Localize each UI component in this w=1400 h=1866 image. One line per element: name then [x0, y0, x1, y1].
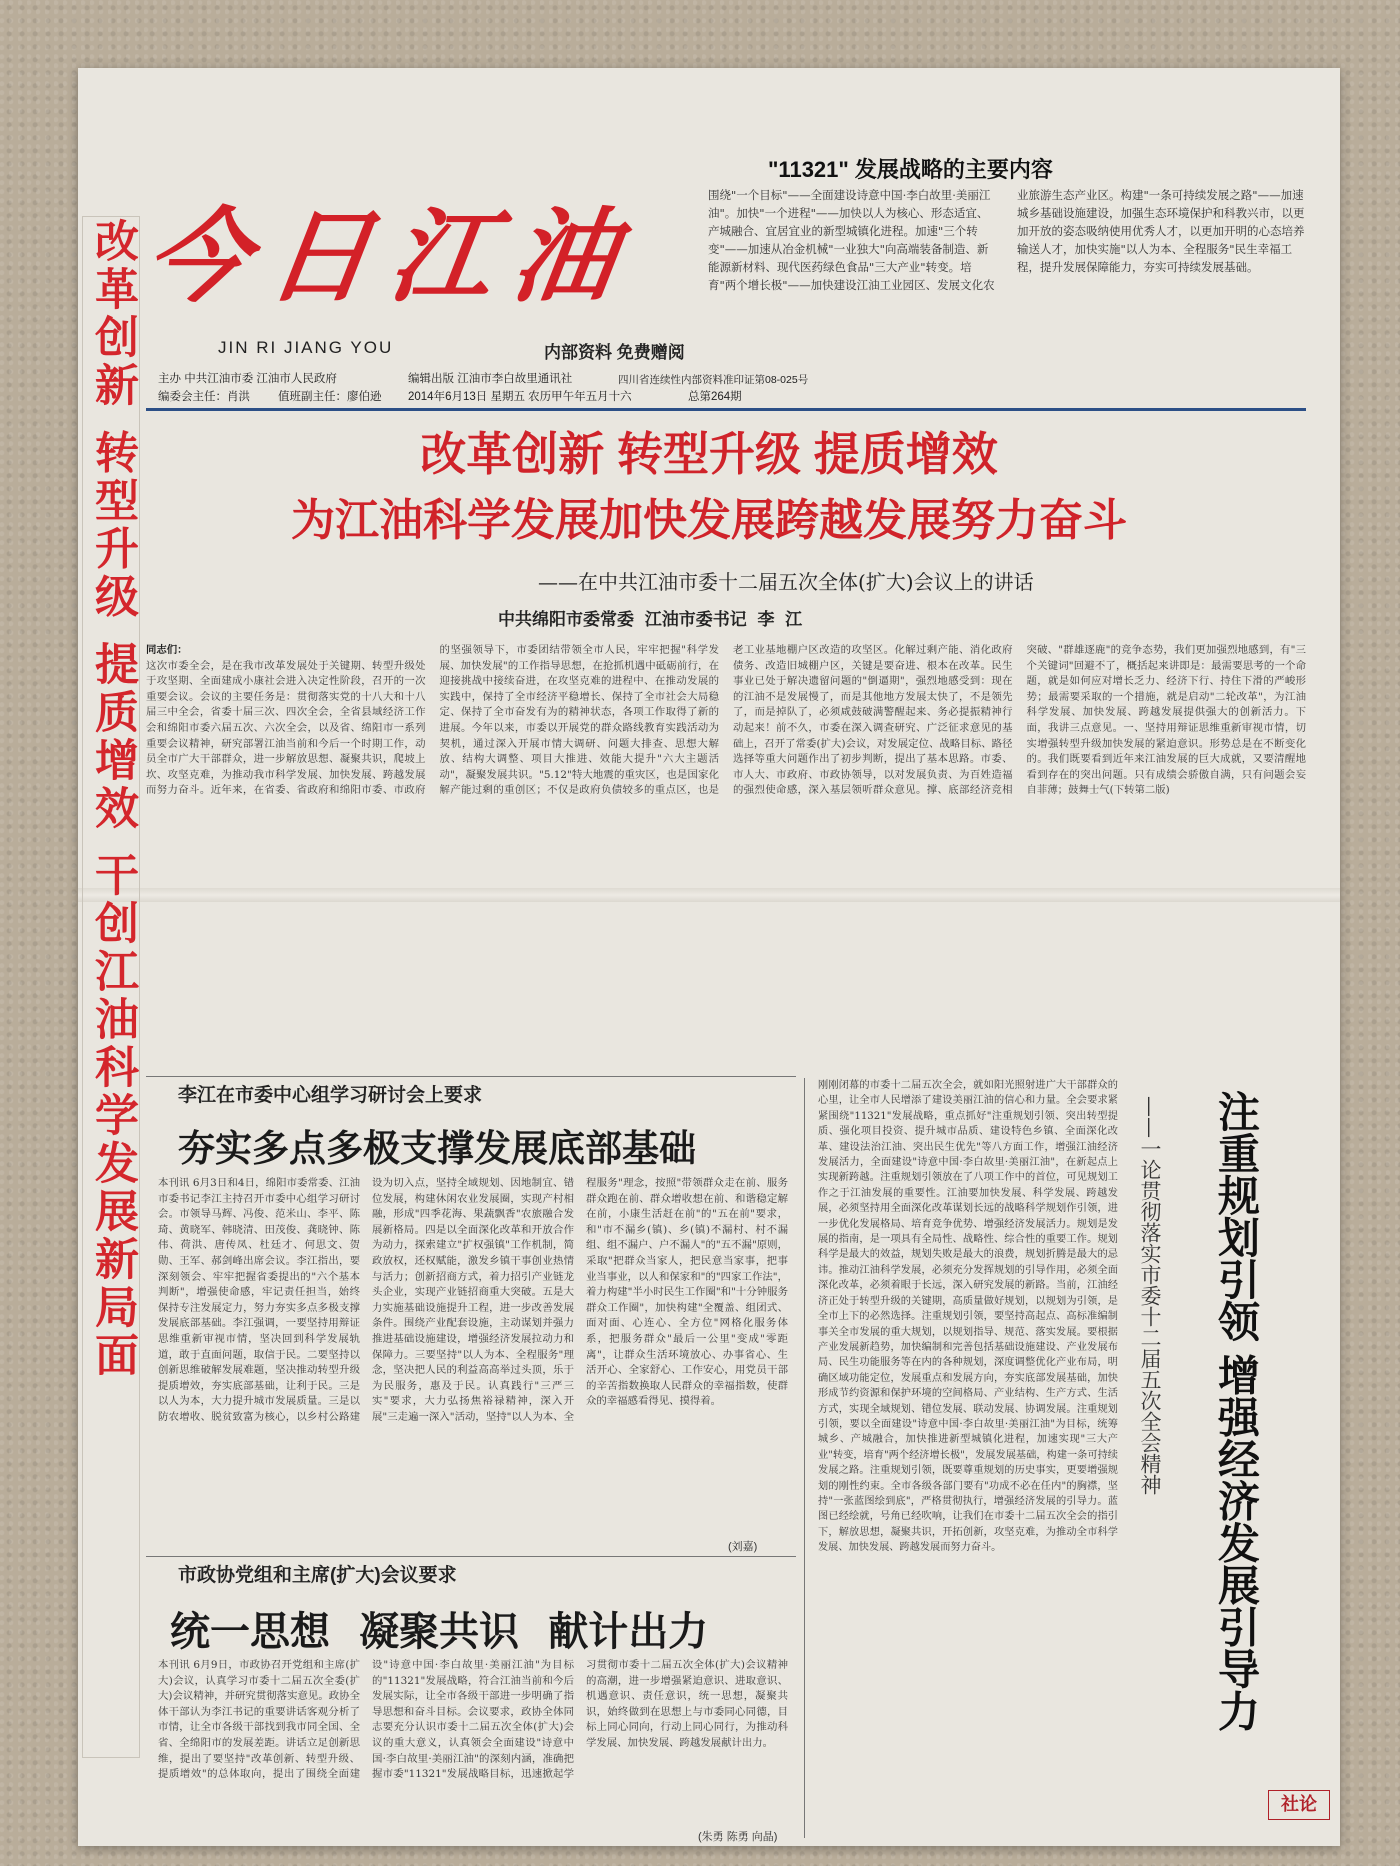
main-author: 中共绵阳市委常委 江油市委书记 李 江 [498, 610, 803, 629]
masthead-editor: 编辑出版 江油市李白故里通讯社 [408, 373, 573, 385]
chief-editor: 编委会主任：肖洪 [158, 391, 250, 403]
greeting: 同志们： [146, 644, 188, 656]
divider-editorial [804, 1078, 805, 1838]
article2-credit: (刘嘉) [728, 1541, 758, 1553]
internal-note: 内部资料 免费赠阅 [544, 343, 685, 362]
newspaper-page [78, 68, 1340, 1846]
masthead-permit: 四川省连续性内部资料准印证第08-025号 [618, 374, 809, 386]
editorial-text: 刚刚闭幕的市委十二届五次全会，就如阳光照射进广大干部群众的心里，让全市人民增添了建设美丽江油的信心和力量。全会要求紧紧围绕"11321"发展战略，重点抓好"注重规划引领、突出转型提质、强化项目投资、提升城市品质、建设特色乡镇、全面深化改革、建设法治江油、突出民生优先"等八方面工作，增强江油经济发展活力，全面建设"诗意中国·李白故里·美丽江油"，在新起点上实现新跨越。注重规划引领放在了八项工作中的首位，可见规划工作之于江油发展的重要性。江油要加快发展、科学发展、跨越发展，必须坚持用全面深化改革谋划长远的战略科学规划作引领，进一步优化发展格局、培育竞争优势、增强经济发展活力。规划是发展的指南，是一项具有全局性、战略性、综合性的重要工作。规划科学是最大的效益，规划失败是最大的浪费，规划折腾是最大的忌讳。推动江油科学发展，必须充分发挥规划的引导作用，必须全面深化改革，必须着眼于长远，深入研究发展的新路。当前，江油经济正处于转型升级的关键期，高质量做好规划，以规划为引领，是全市上下的必然选择。注重规划引领，要坚持高起点、高标准编制事关全市发展的重大规划，以规划指导、规范、落实发展。要根据产业发展新趋势，加快编制和完善包括基础设施建设、产业发展布局、民生功能服务等在内的各种规划，深度调整优化产业布局，明确区域功能定位，发展重点和发展方向，夯实底部发展基础，加快形成节约资源和保护环境的空间格局、产业结构、生产方式、生活方式，实现全域规划、错位发展、联动发展、协调发展。注重规划引领，要以全面建设"诗意中国·李白故里·美丽江油"为目标，统筹城乡、产城融合，加快推进新型城镇化进程，加速实现"三大产业"转变，培育"两个经济增长极"，发展发展基础，构建一条可持续发展之路。注重规划引领，既要尊重规划的历史事实，更要增强规划的刚性约束。全市各级各部门要有"功成不必在任内"的胸襟，坚持"一张蓝图绘到底"，严格贯彻执行，增强经济发展的引导力。蓝图已经绘就，号角已经吹响，让我们在市委十二届五次全会的指引下，解放思想，凝聚共识，开拓创新，攻坚克难，为推动全市科学发展、加快发展、跨越发展而努力奋斗。 [818, 1080, 1118, 1554]
editorial-body [818, 1078, 1118, 1838]
article2-headline: 夯实多点多极支撑发展底部基础 [178, 1128, 696, 1169]
editorial-stamp: 社论 [1268, 1790, 1330, 1820]
issue-date: 2014年6月13日 星期五 农历甲午年五月十六 [408, 391, 632, 403]
article2-text: 本刊讯 6月3日和4日，绵阳市委常委、江油市委书记李江主持召开市委中心组学习研讨会。市领导马辉、冯俊、范米山、李平、陈琦、黄晓军、韩晓清、田茂俊、龚晓钟、陈伟、荷洪、唐传凤、杜廷才、何思文、贺勋、王军、郝剑峰出席会议。李江指出，要深刻领会、牢牢把握省委提出的"六个基本判断"，增强使命感，牢记责任担当，始终保持专注发展定力，努力夯实多点多极支撑发展底部基础。李江强调，一要坚持用辩证思维重新审视市情，坚决回到科学发展轨道，敢于直面问题，取信于民。二要坚持以创新思维破解发展难题，坚决推动转型升级提质增效，夯实底部基础，让利于民。三是以人为本，大力提升城市发展质量。三是以防农增收、脱贫致富为核心，以乡村公路建设为切入点，坚持全域规划、因地制宜、错位发展，构建休闲农业发展圈，实现产村相融，形成"四季花海、果蔬飘香"农旅融合发展新格局。四是以全面深化改革和开放合作为动力，探索建立"扩权强镇"工作机制，简政放权，还权赋能，激发乡镇干事创业热情与活力；创新招商方式，着力招引产业链龙头企业，实现产业链招商重大突破。五是大力实施基础设施提升工程，进一步改善发展条件。围绕产业配套设施，主动谋划并强力推进基础设施建设，增强经济发展拉动力和保障力。三要坚持"以人为本、全程服务"理念，坚决把人民的利益高高举过头顶，乐于为民服务，惠及于民。认真践行"三严三实"要求，大力弘扬焦裕禄精神，深入开展"三走遍一深入"活动，坚持"以人为本、全程服务"理念，按照"带领群众走在前、服务群众跑在前、群众增收想在前、和谐稳定解在前，小康生活赶在前"的"五在前"要求，和"市不漏乡(镇)、乡(镇)不漏村、村不漏组、组不漏户、户不漏人"的"五不漏"原则，采取"把群众当家人，把民意当家事，把事业当事业，以人和保家和"的"四家工作法"，着力构建"半小时民生工作圈"和"十分钟服务群众工作圈"，加快构建"全覆盖、组团式、面对面、心连心、全方位"网格化服务体系，把服务群众"最后一公里"变成"零距离"，让群众生活环境放心、办事省心、生活开心、全家舒心、工作安心，用党员干部的辛苦指数换取人民群众的幸福指数，使群众的幸福感看得见、摸得着。 [158, 1177, 788, 1423]
main-subtitle: ——在中共江油市委十二届五次全体(扩大)会议上的讲话 [538, 570, 1034, 594]
article3-text: 本刊讯 6月9日，市政协召开党组和主席(扩大)会议，认真学习市委十二届五次全委(扩大)会议精神，并研究贯彻落实意见。政协全体干部认为李江书记的重要讲话客观分析了市情，让全市各级干部找到我市同全国、全省、全绵阳市的发展差距。讲话立足创新思维，提出了要坚持"改革创新、转型升级、提质增效"的总体取向，提出了围绕全面建设"诗意中国·李白故里·美丽江油"为目标的"11321"发展战略，符合江油当前和今后发展实际，让全市各级干部进一步明确了指导思想和奋斗目标。会议要求，政协全体同志要充分认识市委十二届五次全体(扩大)会议的重大意义，认真领会全面建设"诗意中国·李白故里·美丽江油"的深刻内涵，准确把握市委"11321"发展战略目标，迅速掀起学习贯彻市委十二届五次全体(扩大)会议精神的高潮，进一步增强紧迫意识、进取意识、机遇意识、责任意识，统一思想，凝聚共识，始终做到在思想上与市委同心同德，目标上同心同向，行动上同心同行，为推动科学发展、加快发展、跨越发展献计出力。 [158, 1659, 788, 1781]
issue-number: 总第264期 [688, 391, 742, 403]
masthead-logo: 今日江油 [138, 197, 644, 317]
article3-headline: 统一思想 凝聚共识 献计出力 [170, 1610, 709, 1654]
divider-main [146, 1076, 796, 1077]
article3-body [158, 1658, 788, 1826]
vertical-slogan: 改革创新 转型升级 提质增效 干创江油科学发展新局面 [87, 218, 138, 1380]
article2-kicker: 李江在市委中心组学习研讨会上要求 [178, 1085, 483, 1106]
main-headline-1: 改革创新 转型升级 提质增效 [420, 428, 998, 480]
masthead-host: 主办 中共江油市委 江油市人民政府 [158, 373, 337, 385]
article2-body [158, 1176, 788, 1536]
main-article-body [146, 643, 1306, 1068]
article3-credit: (朱勇 陈勇 向晶) [698, 1831, 778, 1843]
main-headline-2: 为江油科学发展加快发展跨越发展努力奋斗 [291, 496, 1127, 545]
main-article-text: 这次市委全会，是在我市改革发展处于关键期、转型升级处于攻坚期、全面建成小康社会进入决定性阶段，召开的一次重要会议。会议的主要任务是：贯彻落实党的十八大和十八届三中全会，省委十届三次、四次全会，全省县域经济工作会和绵阳市委六届五次、六次全会，以及省、绵阳市一系列重要会议精神，研究部署江油当前和今后一个时期工作，动员全市广大干部群众，进一步解放思想、凝聚共识，爬坡上坎、攻坚克难，为推动我市科学发展、加快发展、跨越发展而努力奋斗。近年来，在省委、省政府和绵阳市委、市政府的坚强领导下，市委团结带领全市人民，牢牢把握"科学发展、加快发展"的工作指导思想，在抢抓机遇中砥砺前行，在迎接挑战中接续奋进，在攻坚克难的进程中、在推动发展的实践中，保持了全市经济平稳增长、保持了全市社会大局稳定、保持了全市奋发有为的精神状态，各项工作取得了新的进展。今年以来，市委以开展党的群众路线教育实践活动为契机，通过深入开展市情大调研、问题大排查、思想大解放、结构大调整、项目大推进、效能大提升"六大主题活动"，凝聚发展共识。"5.12"特大地震的重灾区，也是国家化解产能过剩的重创区；不仅是政府负债较多的重点区，也是老工业基地棚户区改造的攻坚区。化解过剩产能、消化政府债务、改造旧城棚户区，关键是要奋进、根本在改革。民生事业已处于解决遗留问题的"倒逼期"，强烈地感受到：现在的江油不是发展慢了，而是其他地方发展太快了，不是领先了，而是掉队了，必须咸鼓破满警醒起来、务必提振精神行动起来！前不久，市委在深入调查研究、广泛征求意见的基础上，召开了常委(扩大)会议，对发展定位、战略目标、路径选择等重大问题作出了初步判断，提出了基本思路。市委、市人大、市政府、市政协领导，以对发展负责、为百姓造福的强烈使命感，深入基层领听群众意见。撑、底部经济竞相突破、"群雄逐鹿"的竞争态势，我们更加强烈地感到，有"三个关键词"回避不了，概括起来讲即是：最需要思考的一个命题，就是如何应对增长乏力、经济下行、持住下滑的严峻形势；最需要采取的一个措施，就是启动"二轮改革"，为江油科学发展、加快发展、跨越发展提供强大的创新活力。下面，我讲三点意见。一、坚持用辩证思维重新审视市情，切实增强转型升级加快发展的紧迫意识。形势总是在不断变化的。我们既要看到近年来江油发展的巨大成就，又要清醒地看到存在的突出问题。只有成绩会骄傲自满，只有问题会妄自菲薄；鼓舞士气(下转第二版) [146, 644, 1306, 797]
divider-article2 [146, 1556, 796, 1557]
strategy-text: 围绕"一个目标"——全面建设诗意中国·李白故里·美丽江油"。加快"一个进程"——加快以人为核心、形态适宜、产城融合、宜居宜业的新型城镇化进程。加速"三个转变"——加速从冶金机械"一业独大"向高端装备制造、新能源新材料、现代医药绿色食品"三大产业"转变。培育"两个增长极"——加快建设江油工业园区、发展文化农业旅游生态产业区。构建"一条可持续发展之路"——加速城乡基础设施建设，加强生态环境保护和科教兴市，以更加开放的姿态吸纳使用优秀人才，以更加开明的心态培养输送人才，加快实施"以人为本、全程服务"民生幸福工程，提升发展保障能力，夯实可持续发展基础。 [708, 188, 1305, 292]
editorial-subtitle: ——一论贯彻落实市委十二届五次全会精神 [1138, 1096, 1162, 1495]
masthead-pinyin: JIN RI JIANG YOU [218, 338, 394, 357]
duty-editor: 值班副主任：廖伯逊 [278, 391, 382, 403]
masthead-rule [146, 408, 1306, 411]
editorial-title: 注重规划引领 增强经济发展引导力 [1213, 1090, 1260, 1732]
article3-kicker: 市政协党组和主席(扩大)会议要求 [178, 1565, 457, 1586]
strategy-title: "11321" 发展战略的主要内容 [768, 157, 1053, 182]
